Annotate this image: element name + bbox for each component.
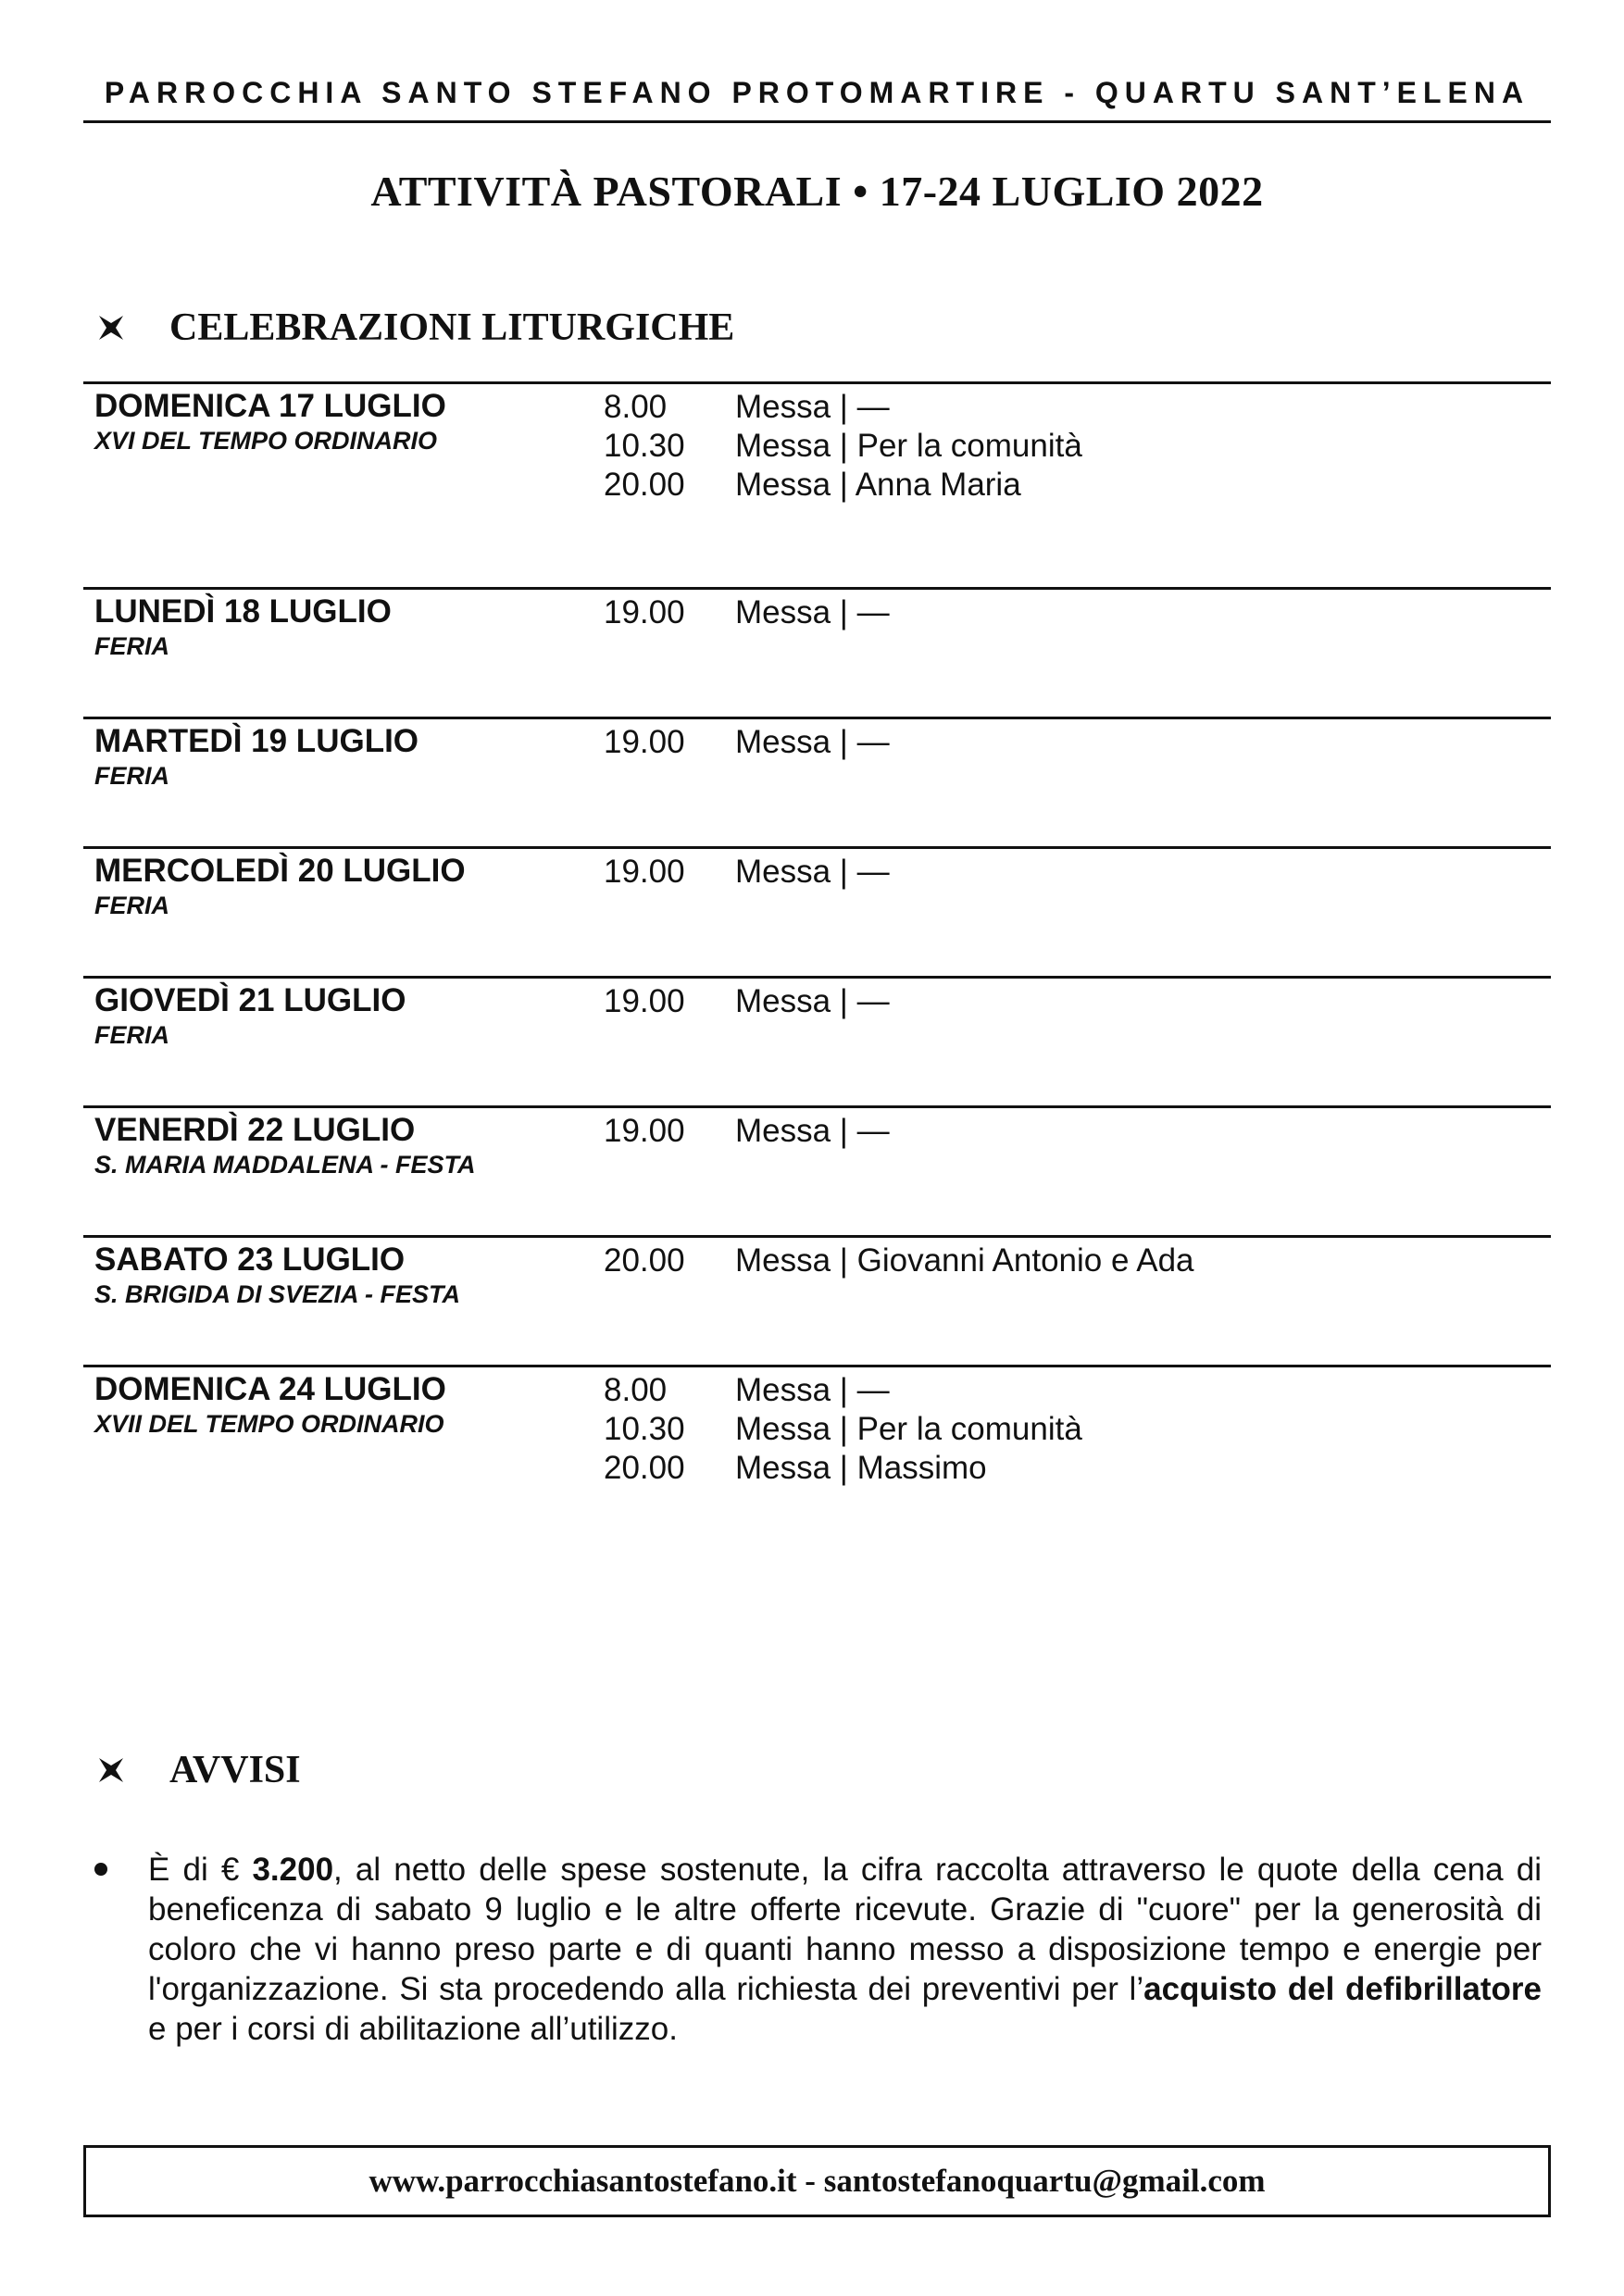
celebrazioni-heading (97, 306, 734, 350)
mass-row (604, 982, 890, 1021)
day-liturgical-note: XVI DEL TEMPO ORDINARIO (94, 427, 438, 455)
mass-row (604, 388, 1082, 427)
mass-intention: Messa | — (735, 594, 890, 630)
mass-intention: Messa | — (735, 983, 890, 1019)
day-name: MERCOLEDÌ 20 LUGLIO (94, 853, 466, 889)
mass-intention: Messa | Per la comunità (735, 428, 1082, 464)
day-liturgical-note: S. MARIA MADDALENA - FESTA (94, 1151, 476, 1179)
footer-contacts: www.parrocchiasantostefano.it - santostefanoquartu@gmail.com (369, 2163, 1266, 2199)
mass-time: 8.00 (604, 389, 668, 425)
day-block (83, 846, 1551, 976)
mass-list (604, 723, 890, 762)
bullet-defibrillator: acquisto del defibrillatore (1143, 1971, 1543, 2007)
mass-list (604, 593, 890, 632)
day-liturgical-note: FERIA (94, 762, 169, 790)
mass-row (604, 853, 890, 892)
bullet-text-part: È di € (148, 1852, 253, 1888)
day-name: DOMENICA 24 LUGLIO (94, 1371, 446, 1407)
mass-intention: Messa | — (735, 1113, 890, 1149)
mass-time: 20.00 (604, 1450, 685, 1486)
mass-intention: Messa | Massimo (735, 1450, 987, 1486)
page-title: ATTIVITÀ PASTORALI • 17-24 LUGLIO 2022 (370, 168, 1264, 215)
mass-time: 20.00 (604, 467, 685, 503)
mass-list (604, 388, 1082, 505)
mass-time: 19.00 (604, 854, 685, 890)
mass-intention: Messa | — (735, 389, 890, 425)
mass-row (604, 1449, 1082, 1488)
mass-time: 19.00 (604, 594, 685, 630)
day-liturgical-note: XVII DEL TEMPO ORDINARIO (94, 1410, 444, 1438)
day-name: VENERDÌ 22 LUGLIO (94, 1112, 416, 1148)
mass-list (604, 853, 890, 892)
day-name: DOMENICA 17 LUGLIO (94, 388, 446, 424)
mass-list (604, 982, 890, 1021)
day-block (83, 976, 1551, 1105)
mass-row (604, 723, 890, 762)
day-block (83, 717, 1551, 846)
mass-intention: Messa | Giovanni Antonio e Ada (735, 1242, 1194, 1279)
mass-intention: Messa | — (735, 724, 890, 760)
day-block (83, 381, 1551, 587)
day-name: SABATO 23 LUGLIO (94, 1242, 406, 1278)
mass-intention: Messa | Per la comunità (735, 1411, 1082, 1447)
mass-row (604, 1410, 1082, 1449)
mass-time: 19.00 (604, 1113, 685, 1149)
bullet-text-part: , al netto delle spese sostenute, la cifra raccolta attraverso le quote della cena di beneficenza di sabato 9 luglio e le altre offerte ricevute. Grazie di "cuore" per la generosità di coloro che vi hanno preso parte e di quanti hanno messo a disposizione tempo e energie per l'organizzazione. Si sta procedendo alla richiesta dei preventivi per l’ (148, 1852, 1542, 2007)
mass-row (604, 1242, 1194, 1280)
mass-time: 10.30 (604, 428, 685, 464)
mass-row (604, 1112, 890, 1151)
mass-time: 8.00 (604, 1372, 668, 1408)
mass-list (604, 1371, 1082, 1488)
day-liturgical-note: FERIA (94, 1021, 169, 1049)
mass-row (604, 593, 890, 632)
mass-list (604, 1112, 890, 1151)
mass-row (604, 427, 1082, 466)
mass-time: 10.30 (604, 1411, 685, 1447)
mass-intention: Messa | — (735, 854, 890, 890)
mass-row (604, 1371, 1082, 1410)
day-block (83, 1365, 1551, 1494)
day-liturgical-note: FERIA (94, 632, 169, 660)
mass-row (604, 466, 1082, 505)
avvisi-bullet-text (148, 1850, 1542, 2049)
footer-box (83, 2145, 1551, 2217)
celebrazioni-heading-label: CELEBRAZIONI LITURGICHE (169, 306, 735, 349)
four-point-star-icon (97, 1756, 125, 1784)
avvisi-heading (97, 1748, 301, 1792)
day-liturgical-note: FERIA (94, 892, 169, 919)
four-point-star-icon (97, 314, 125, 342)
bullet-text-part: e per i corsi di abilitazione all’utilizzo. (148, 2011, 678, 2047)
parish-header: PARROCCHIA SANTO STEFANO PROTOMARTIRE - QUARTU SANT’ELENA (104, 76, 1530, 109)
day-name: MARTEDÌ 19 LUGLIO (94, 723, 419, 759)
mass-list (604, 1242, 1194, 1280)
mass-time: 19.00 (604, 983, 685, 1019)
bullet-amount: 3.200 (252, 1852, 334, 1888)
day-block (83, 587, 1551, 717)
day-block (83, 1235, 1551, 1365)
day-name: LUNEDÌ 18 LUGLIO (94, 593, 392, 630)
day-liturgical-note: S. BRIGIDA DI SVEZIA - FESTA (94, 1280, 461, 1308)
mass-time: 20.00 (604, 1242, 685, 1279)
header-rule (83, 120, 1551, 123)
mass-intention: Messa | — (735, 1372, 890, 1408)
mass-time: 19.00 (604, 724, 685, 760)
day-block (83, 1105, 1551, 1235)
mass-intention: Messa | Anna Maria (735, 467, 1021, 503)
bullet-point (94, 1863, 107, 1876)
celebrations-table (83, 381, 1551, 1494)
avvisi-heading-label: AVVISI (169, 1749, 301, 1791)
day-name: GIOVEDÌ 21 LUGLIO (94, 982, 406, 1018)
